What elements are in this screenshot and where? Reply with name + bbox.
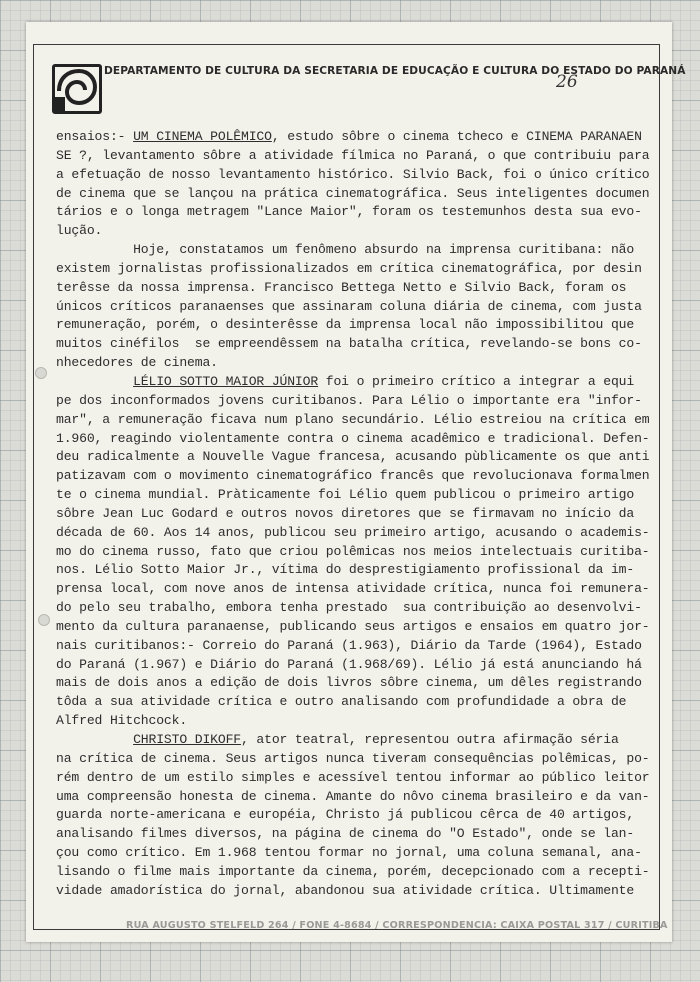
underlined-name: UM CINEMA POLÊMICO <box>133 129 272 144</box>
text-line: prensa local, com nove anos de intensa atividade crítica, nunca foi remunera- <box>56 581 650 597</box>
underlined-name: CHRISTO DIKOFF <box>133 732 241 747</box>
text-line: nais curitibanos:- Correio do Paraná (1.963), Diário da Tarde (1964), Estado <box>56 637 642 653</box>
underlined-name: LÉLIO SOTTO MAIOR JÚNIOR <box>133 373 319 389</box>
text-line: SE ?, levantamento sôbre a atividade fílmica no Paraná, o que contribuiu para <box>56 147 650 163</box>
text-line: mento da cultura paranaense, publicando seus artigos e ensaios em quatro jor- <box>56 618 650 634</box>
text-line: analisando filmes diversos, na página de cinema do "O Estado", onde se lan- <box>56 826 635 842</box>
text-line: lisando o filme mais importante da cinema, porém, decepcionado com a recepti- <box>56 863 650 879</box>
spiral-logo-icon <box>52 64 102 114</box>
typed-text-body <box>56 128 666 901</box>
text-line: do pelo seu trabalho, embora tenha prestado sua contribuição ao desenvolvi- <box>56 600 642 616</box>
punch-hole <box>35 367 47 379</box>
document-page <box>26 22 686 942</box>
text-line: únicos críticos paranaenses que assinaram coluna diária de cinema, com justa <box>56 298 642 314</box>
text-line: Alfred Hitchcock. <box>56 713 188 729</box>
department-heading: DEPARTAMENTO DE CULTURA DA SECRETARIA DE EDUCAÇÃO E CULTURA DO ESTADO DO PARANÁ <box>104 65 686 77</box>
text-line: CHRISTO DIKOFF, ator teatral, representou outra afirmação séria <box>133 732 619 747</box>
text-line: te o cinema mundial. Pràticamente foi Lélio quem publicou o primeiro artigo <box>56 487 635 503</box>
text-line: muitos cinéfilos se empreendêssem na batalha crítica, revelando-se bons co- <box>56 336 642 352</box>
text-line: tôda a sua atividade crítica e outro analisando com profundidade a obra de <box>56 694 627 710</box>
page-number: 26 <box>556 72 578 92</box>
text-line: mar", a remuneração ficava num plano secundário. Lélio estreiou na crítica em <box>56 411 650 427</box>
footer-address: RUA AUGUSTO STELFELD 264 / FONE 4-8684 / CORRESPONDENCIA: CAIXA POSTAL 317 / CURITIBA <box>126 920 668 931</box>
text-line: LÉLIO SOTTO MAIOR JÚNIOR foi o primeiro crítico a integrar a equi <box>133 373 635 389</box>
text-line: patizavam com o movimento cinematográfico francês que revolucionava formalmen <box>56 468 650 484</box>
text-line: sôbre Jean Luc Godard e outros novos diretores que se firmavam no início da <box>56 505 635 521</box>
text-line: deu radicalmente a Nouvelle Vague francesa, acusando pùblicamente os que anti <box>56 449 650 465</box>
text-line: existem jornalistas profissionalizados em crítica cinematográfica, por desin <box>56 260 642 276</box>
text-line: nhecedores de cinema. <box>56 355 218 371</box>
text-line: çou como crítico. Em 1.968 tentou formar no jornal, uma coluna semanal, ana- <box>56 845 642 861</box>
text-line: pe dos inconformados jovens curitibanos. Para Lélio o importante era "infor- <box>56 392 642 408</box>
text-line: rém dentro de um estilo simples e acessível tentou informar ao público leitor <box>56 769 650 785</box>
text-line: vidade amadorística do jornal, abandonou sua atividade crítica. Ultimamente <box>56 882 635 898</box>
text-line: mo do cinema russo, fato que criou polêmicas nos meios intelectuais curitiba- <box>56 543 650 559</box>
text-line: a efetuação de nosso levantamento histórico. Silvio Back, foi o único crítico <box>56 166 650 182</box>
text-line: uma compreensão honesta de cinema. Amante do nôvo cinema brasileiro e da van- <box>56 788 650 804</box>
text-line: terêsse da nossa imprensa. Francisco Bettega Netto e Silvio Back, foram os <box>56 279 627 295</box>
text-line: na crítica de cinema. Seus artigos nunca tiveram consequências polêmicas, po- <box>56 750 650 766</box>
text-line: nos. Lélio Sotto Maior Jr., vítima do desprestigiamento profissional da im- <box>56 562 635 578</box>
text-line: 1.960, reagindo violentamente contra o cinema acadêmico e tradicional. Defen- <box>56 430 650 446</box>
text-line: remuneração, porém, o desinterêsse da imprensa local não impossibilitou que <box>56 317 635 333</box>
text-line: de cinema que se lançou na prática cinematográfica. Seus inteligentes documen <box>56 185 650 201</box>
text-line: mais de dois anos a edição de dois livros sôbre cinema, um dêles registrando <box>56 675 642 691</box>
punch-hole <box>38 614 50 626</box>
text-line: do Paraná (1.967) e Diário do Paraná (1.968/69). Lélio já está anunciando há <box>56 656 642 672</box>
text-line: tários e o longa metragem "Lance Maior", foram os testemunhos desta sua evo- <box>56 204 642 220</box>
text-line: década de 60. Aos 14 anos, publicou seu primeiro artigo, acusando o academis- <box>56 524 650 540</box>
text-line: ensaios:- UM CINEMA POLÊMICO, estudo sôbre o cinema tcheco e CINEMA PARANAEN <box>56 129 642 144</box>
text-line: Hoje, constatamos um fenômeno absurdo na imprensa curitibana: não <box>56 242 635 258</box>
text-line: guarda norte-americana e européia, Christo já publicou cêrca de 40 artigos, <box>56 807 635 823</box>
text-line: lução. <box>56 223 103 239</box>
